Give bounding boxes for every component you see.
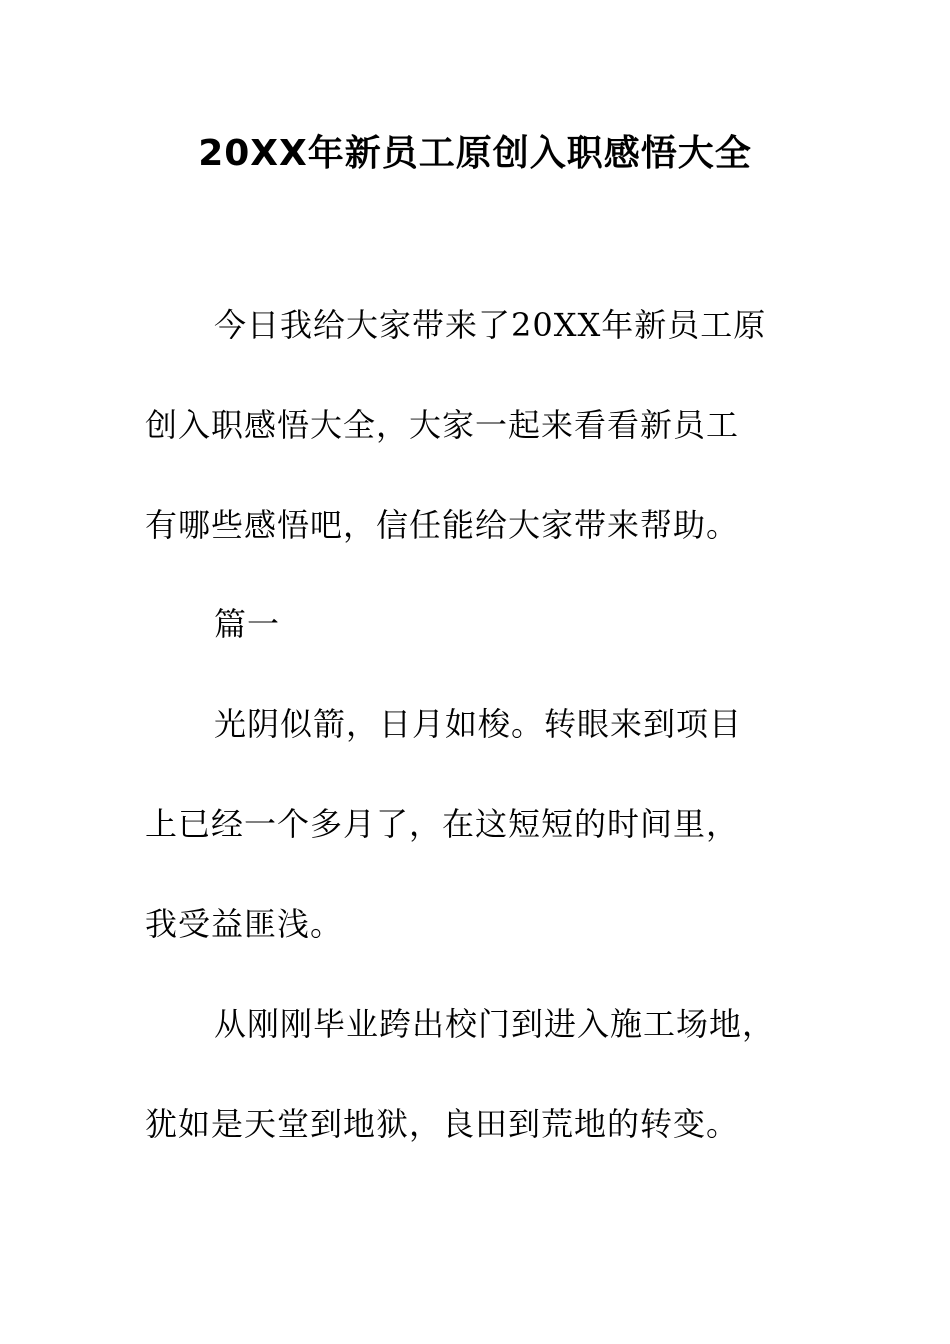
paragraph-line: 我受益匪浅。	[145, 905, 344, 943]
paragraph-line: 上已经一个多月了，在这短短的时间里，	[145, 805, 740, 843]
section-heading: 篇一	[214, 605, 281, 643]
paragraph-line: 有哪些感悟吧，信任能给大家带来帮助。	[145, 506, 740, 544]
paragraph-line: 犹如是天堂到地狱，良田到荒地的转变。	[145, 1105, 740, 1143]
paragraph-line: 今日我给大家带来了20XX年新员工原	[214, 306, 767, 344]
paragraph-line: 创入职感悟大全，大家一起来看看新员工	[145, 406, 740, 444]
paragraph-line: 从刚刚毕业跨出校门到进入施工场地，	[214, 1005, 776, 1043]
paragraph-line: 光阴似箭，日月如梭。转眼来到项目	[214, 705, 743, 743]
document-title: 20XX年新员工原创入职感悟大全	[198, 133, 752, 174]
